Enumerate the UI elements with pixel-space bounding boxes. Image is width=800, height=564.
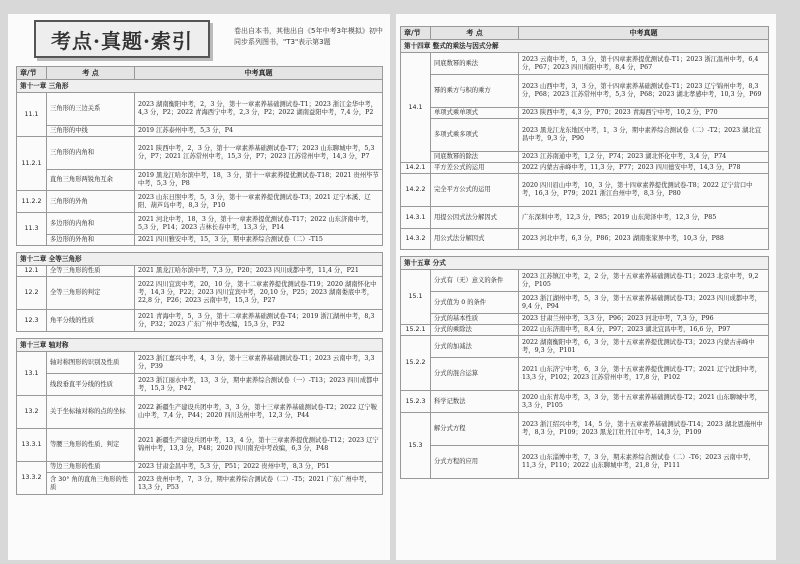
knowledge-point: 单项式乘单项式 bbox=[431, 108, 519, 119]
chapter-row bbox=[17, 339, 383, 352]
knowledge-point: 三角形的中线 bbox=[47, 126, 135, 137]
section-number: 11.1 bbox=[17, 93, 47, 137]
knowledge-point: 分式的乘除法 bbox=[431, 325, 519, 336]
index-row bbox=[401, 119, 769, 152]
exam-source: 2023 山东日照中考，5，3 分，第十一章素养提优测试卷-T3；2021 辽宁本溪、辽阳、葫芦岛中考，8,3 分，P10 bbox=[135, 191, 383, 213]
column-header-papers: 中考真题 bbox=[519, 27, 769, 40]
index-row bbox=[401, 314, 769, 325]
section-number: 15.2.2 bbox=[401, 336, 431, 391]
exam-source: 广东深圳中考，12,3 分，P85；2019 山东菏泽中考，12,3 分，P85 bbox=[519, 207, 769, 229]
exam-source: 2023 江苏镇江中考，2，2 分，第十五章素养基础测试卷-T1；2023 北京中考，9,2 分，P105 bbox=[519, 270, 769, 292]
chapter-row bbox=[401, 257, 769, 270]
knowledge-point: 等边三角形的性质 bbox=[47, 462, 135, 473]
chapter-row bbox=[17, 253, 383, 266]
index-row bbox=[17, 126, 383, 137]
index-row bbox=[401, 391, 769, 413]
exam-source: 2023 河北中考，6,3 分，P86；2023 湖南张家界中考，10,3 分，P88 bbox=[519, 229, 769, 250]
knowledge-point: 分式方程的应用 bbox=[431, 446, 519, 479]
section-number: 15.3 bbox=[401, 413, 431, 479]
knowledge-point: 线段垂直平分线的性质 bbox=[47, 374, 135, 396]
exam-source: 2023 浙江绍兴中考，14，5 分，第十五章素养基础测试卷-T14；2023 湖北恩施州中考，8,3 分，P109；2023 黑龙江牡丹江中考，14,3 分，P109 bbox=[519, 413, 769, 446]
knowledge-point: 同底数幂的乘法 bbox=[431, 53, 519, 75]
section-number: 15.2.3 bbox=[401, 391, 431, 413]
knowledge-point: 解分式方程 bbox=[431, 413, 519, 446]
column-header-chapter: 章/节 bbox=[401, 27, 431, 40]
index-row bbox=[401, 163, 769, 174]
index-row bbox=[17, 374, 383, 396]
chapter-title: 第十五章 分式 bbox=[401, 257, 769, 270]
exam-source: 2021 青海中考，5，3 分，第十二章素养基础测试卷-T4；2019 浙江湖州中考，8,3 分，P32；2023 广东广州中考改编，15,3 分，P32 bbox=[135, 310, 383, 332]
knowledge-point: 含 30° 角的直角三角形的性质 bbox=[47, 473, 135, 495]
exam-source: 2022 山东济南中考，8,4 分，P97；2023 湖北宜昌中考，16,6 分，P97 bbox=[519, 325, 769, 336]
exam-source: 2023 浙江嘉兴中考，4，3 分，第十三章素养基础测试卷-T1；2023 云南中考，3,3 分，P39 bbox=[135, 352, 383, 374]
exam-source: 2021 陕西中考，2，3 分，第十一章素养基础测试卷-T7；2023 山东聊城中考，5,3 分，P7；2021 江苏常州中考，15,3 分，P7；2023 江苏常州中考，14,3 分，P7 bbox=[135, 137, 383, 170]
index-row bbox=[17, 473, 383, 495]
exam-source: 2023 陕西中考，4,3 分，P70；2023 青海西宁中考，10,2 分，P70 bbox=[519, 108, 769, 119]
exam-source: 2020 四川眉山中考，10，3 分，第十四章素养提优测试卷-T8；2022 辽宁营口中考，16,3 分，P79；2021 浙江台州中考，8,3 分，P80 bbox=[519, 174, 769, 207]
section-number: 11.2.2 bbox=[17, 191, 47, 213]
knowledge-point: 多边形的外角和 bbox=[47, 235, 135, 246]
column-header-point: 考 点 bbox=[431, 27, 519, 40]
knowledge-point: 分式值为 0 的条件 bbox=[431, 292, 519, 314]
exam-source: 2020 山东青岛中考，3，3 分，第十五章素养基础测试卷-T2；2021 山东聊城中考，3,3 分，P105 bbox=[519, 391, 769, 413]
knowledge-point: 分式的加减法 bbox=[431, 336, 519, 358]
index-row bbox=[401, 174, 769, 207]
exam-source: 2019 黑龙江哈尔滨中考，18，3 分，第十一章素养提优测试卷-T18；2021 贵州毕节中考，5,3 分，P8 bbox=[135, 170, 383, 191]
knowledge-point: 多边形的内角和 bbox=[47, 213, 135, 235]
knowledge-point: 全等三角形的判定 bbox=[47, 277, 135, 310]
chapter-gap bbox=[401, 250, 769, 257]
section-number: 11.2.1 bbox=[17, 137, 47, 191]
index-table-left bbox=[16, 66, 383, 495]
index-row bbox=[17, 429, 383, 462]
index-row bbox=[401, 413, 769, 446]
column-header-papers: 中考真题 bbox=[135, 67, 383, 80]
knowledge-point: 多项式乘多项式 bbox=[431, 119, 519, 152]
chapter-title: 第十四章 整式的乘法与因式分解 bbox=[401, 40, 769, 53]
section-number: 14.2.1 bbox=[401, 163, 431, 174]
section-number: 13.1 bbox=[17, 352, 47, 396]
exam-source: 2023 浙江湖州中考，5，3 分，第十五章素养基础测试卷-T3；2023 四川成都中考，9,4 分，P94 bbox=[519, 292, 769, 314]
exam-source: 2021 黑龙江哈尔滨中考，7,3 分，P20；2023 四川成都中考，11,4 分，P21 bbox=[135, 266, 383, 277]
knowledge-point: 用公式法分解因式 bbox=[431, 229, 519, 250]
knowledge-point: 三角形的内角和 bbox=[47, 137, 135, 170]
exam-source: 2023 山西中考，3，3 分，第十四章素养基础测试卷-T1；2023 辽宁锦州中考，8,3 分，P68；2023 江苏常州中考，5,3 分，P68；2023 湖北孝感中考，10,3 分，P69 bbox=[519, 75, 769, 108]
knowledge-point: 三角形的三边关系 bbox=[47, 93, 135, 126]
exam-source: 2021 河北中考，18，3 分，第十一章素养提优测试卷-T17；2022 山东济南中考，5,3 分，P14；2023 吉林长春中考，13,3 分，P14 bbox=[135, 213, 383, 235]
index-row bbox=[17, 352, 383, 374]
column-header-point: 考 点 bbox=[47, 67, 135, 80]
exam-source: 2023 山东淄博中考，7，3 分，期末素养综合测试卷（二）-T6；2023 云南中考，11,3 分，P110；2022 山东聊城中考，21,8 分，P111 bbox=[519, 446, 769, 479]
spacer bbox=[401, 250, 769, 257]
exam-source: 2022 四川宜宾中考，20，10 分，第十二章素养提优测试卷-T19；2020 湖南怀化中考，14,3 分，P22；2023 四川宜宾中考，20,10 分，P25；2023 湖南娄底中考，22,8 分，P26；2023 云南中考，15,3 分，P27 bbox=[135, 277, 383, 310]
chapter-title: 第十二章 全等三角形 bbox=[17, 253, 383, 266]
exam-source: 2021 新疆生产建设兵团中考，13，4 分，第十三章素养提优测试卷-T12；2023 辽宁锦州中考，13,3 分，P48；2020 四川南充中考改编，6,3 分，P48 bbox=[135, 429, 383, 462]
section-number: 14.1 bbox=[401, 53, 431, 163]
index-row bbox=[401, 207, 769, 229]
section-number: 15.1 bbox=[401, 270, 431, 325]
spacer bbox=[17, 332, 383, 339]
index-row bbox=[17, 170, 383, 191]
column-header-row bbox=[17, 67, 383, 80]
knowledge-point: 三角形的外角 bbox=[47, 191, 135, 213]
index-row bbox=[401, 292, 769, 314]
exam-source: 2023 浙江丽水中考，13，3 分，期中素养综合测试卷（一）-T13；2023 四川成都中考，15,3 分，P42 bbox=[135, 374, 383, 396]
section-number: 13.2 bbox=[17, 396, 47, 429]
column-header-chapter: 章/节 bbox=[17, 67, 47, 80]
right-page bbox=[396, 14, 776, 560]
index-row bbox=[17, 266, 383, 277]
knowledge-point: 分式的混合运算 bbox=[431, 358, 519, 391]
exam-source: 2019 江苏泰州中考，5,3 分，P4 bbox=[135, 126, 383, 137]
section-number: 13.3.1 bbox=[17, 429, 47, 462]
index-row bbox=[17, 462, 383, 473]
index-row bbox=[401, 325, 769, 336]
section-number: 14.3.1 bbox=[401, 207, 431, 229]
section-number: 12.1 bbox=[17, 266, 47, 277]
section-number: 12.3 bbox=[17, 310, 47, 332]
page-title: 考点·真题·索引 bbox=[34, 20, 210, 58]
chapter-title: 第十一章 三角形 bbox=[17, 80, 383, 93]
section-number: 14.3.2 bbox=[401, 229, 431, 250]
exam-source: 2023 贵州中考，7，3 分，期中素养综合测试卷（二）-T5；2021 广东广州中考，13,3 分，P53 bbox=[135, 473, 383, 495]
index-row bbox=[401, 358, 769, 391]
knowledge-point: 平方差公式的运用 bbox=[431, 163, 519, 174]
chapter-title: 第十三章 轴对称 bbox=[17, 339, 383, 352]
index-row bbox=[401, 270, 769, 292]
index-row bbox=[401, 152, 769, 163]
knowledge-point: 用提公因式法分解因式 bbox=[431, 207, 519, 229]
exam-source: 2023 江苏南通中考，1,2 分，P74；2023 湖北怀化中考，3,4 分，P74 bbox=[519, 152, 769, 163]
index-row bbox=[17, 191, 383, 213]
index-row bbox=[401, 229, 769, 250]
section-number: 11.3 bbox=[17, 213, 47, 246]
exam-source: 2022 湖南衡阳中考，6，3 分，第十五章素养提优测试卷-T3；2023 内蒙古赤峰中考，9,3 分，P101 bbox=[519, 336, 769, 358]
index-row bbox=[17, 213, 383, 235]
exam-source: 2023 云南中考，5，3 分，第十四章素养提优测试卷-T1；2023 浙江温州中考，6,4 分，P67；2023 四川绵阳中考，8,4 分，P67 bbox=[519, 53, 769, 75]
chapter-gap bbox=[17, 246, 383, 253]
index-row bbox=[401, 336, 769, 358]
exam-source: 2023 甘肃金昌中考，5,3 分，P51；2022 贵州中考，8,3 分，P51 bbox=[135, 462, 383, 473]
index-row bbox=[401, 75, 769, 108]
index-row bbox=[401, 53, 769, 75]
knowledge-point: 分式的基本性质 bbox=[431, 314, 519, 325]
index-row bbox=[401, 108, 769, 119]
spacer bbox=[17, 246, 383, 253]
knowledge-point: 完全平方公式的运用 bbox=[431, 174, 519, 207]
exam-source: 2021 四川雅安中考，15，3 分，期中素养综合测试卷（二）-T15 bbox=[135, 235, 383, 246]
knowledge-point: 等腰三角形的性质、判定 bbox=[47, 429, 135, 462]
knowledge-point: 角平分线的性质 bbox=[47, 310, 135, 332]
left-page bbox=[8, 14, 390, 560]
knowledge-point: 全等三角形的性质 bbox=[47, 266, 135, 277]
chapter-row bbox=[17, 80, 383, 93]
section-number: 15.2.1 bbox=[401, 325, 431, 336]
knowledge-point: 直角三角形两锐角互余 bbox=[47, 170, 135, 191]
exam-source: 2023 湖南衡阳中考，2，3 分，第十一章素养基础测试卷-T1；2023 浙江金华中考，4,3 分，P2；2022 青海西宁中考，2,3 分，P2；2022 湖南益阳中考，7,4 分，P2 bbox=[135, 93, 383, 126]
index-table-right bbox=[400, 26, 769, 479]
chapter-row bbox=[401, 40, 769, 53]
column-header-row bbox=[401, 27, 769, 40]
header-note: 卷出自本书，其他出自《5年中考3年模拟》初中同步系列图书，"T3"表示第3题 bbox=[234, 27, 383, 46]
knowledge-point: 关于坐标轴对称的点的坐标 bbox=[47, 396, 135, 429]
section-number: 14.2.2 bbox=[401, 174, 431, 207]
index-row bbox=[17, 235, 383, 246]
section-number: 13.3.2 bbox=[17, 462, 47, 495]
index-row bbox=[17, 396, 383, 429]
knowledge-point: 幂的乘方与积的乘方 bbox=[431, 75, 519, 108]
chapter-gap bbox=[17, 332, 383, 339]
exam-source: 2023 黑龙江龙东地区中考，1，3 分，期中素养综合测试卷（二）-T2；2023 湖北宜昌中考，9,3 分，P90 bbox=[519, 119, 769, 152]
exam-source: 2023 甘肃兰州中考，3,3 分，P96；2023 河北中考，7,3 分，P96 bbox=[519, 314, 769, 325]
index-row bbox=[401, 446, 769, 479]
section-number: 12.2 bbox=[17, 277, 47, 310]
knowledge-point: 同底数幂的除法 bbox=[431, 152, 519, 163]
index-row bbox=[17, 93, 383, 126]
index-row bbox=[17, 277, 383, 310]
knowledge-point: 轴对称图形的识别及性质 bbox=[47, 352, 135, 374]
exam-source: 2022 新疆生产建设兵团中考，3，3 分，第十三章素养基础测试卷-T2；2022 辽宁鞍山中考，7,4 分，P44；2020 四川达州中考，12,3 分，P44 bbox=[135, 396, 383, 429]
index-row bbox=[17, 310, 383, 332]
index-row bbox=[17, 137, 383, 170]
exam-source: 2021 山东济宁中考，6，3 分，第十五章素养提优测试卷-T7；2021 辽宁沈阳中考，13,3 分，P102；2023 江苏常州中考，17,8 分，P102 bbox=[519, 358, 769, 391]
knowledge-point: 科学记数法 bbox=[431, 391, 519, 413]
knowledge-point: 分式有（无）意义的条件 bbox=[431, 270, 519, 292]
exam-source: 2022 内蒙古赤峰中考，11,3 分，P77；2023 四川德安中考，14,3 分，P78 bbox=[519, 163, 769, 174]
